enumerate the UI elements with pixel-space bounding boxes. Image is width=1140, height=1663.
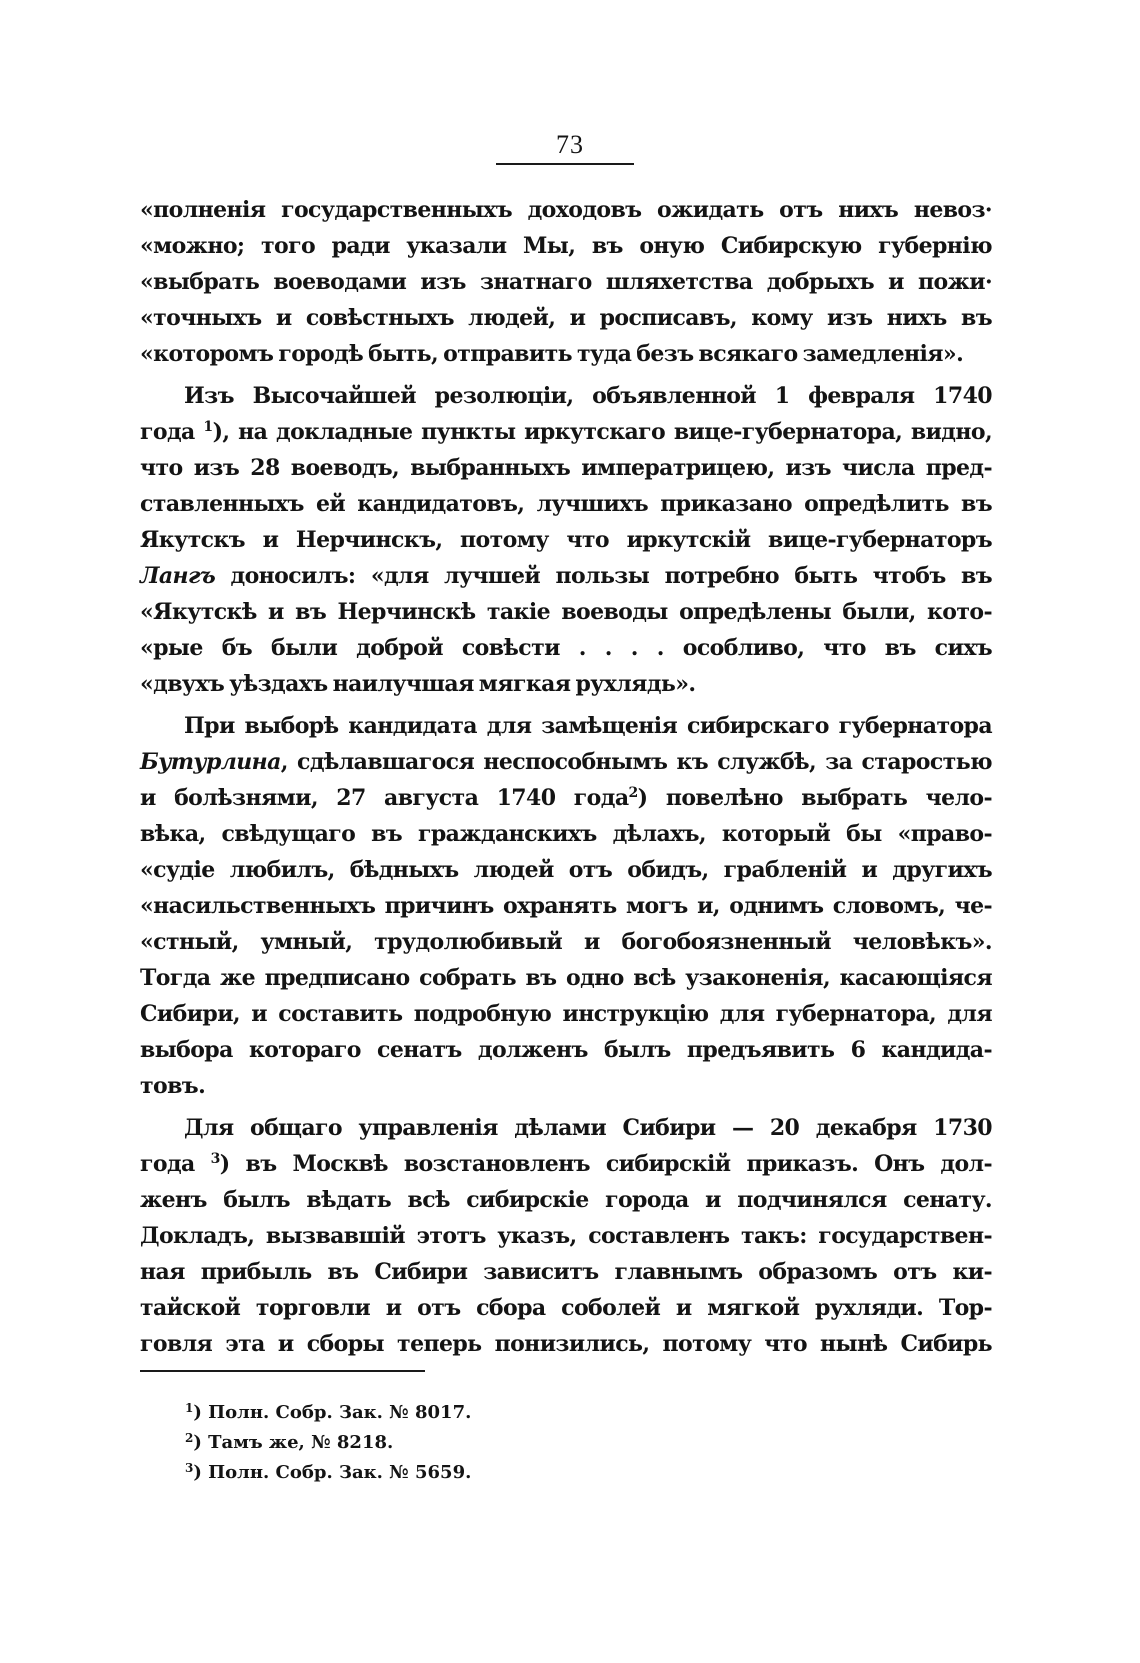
footnote-text: ) Полн. Собр. Зак. № 5659. (193, 1462, 472, 1483)
person-name: Лангъ (140, 563, 216, 589)
text-line: Докладъ, вызвавшій этотъ указъ, составленъ такъ: государствен- (140, 1223, 992, 1249)
footnote (185, 1428, 685, 1458)
text-line: «выбрать воеводами изъ знатнаго шляхетства добрыхъ и пожи· (140, 269, 992, 295)
text-line (140, 744, 992, 780)
footnote-mark: 2 (185, 1431, 194, 1445)
text-segment: , сдѣлавшагося неспособнымъ къ службѣ, за старостью (280, 749, 992, 775)
text-line: «точныхъ и совѣстныхъ людей, и росписавъ, кому изъ нихъ въ (140, 305, 992, 331)
text-line: выбора котораго сенатъ долженъ былъ предъявить 6 кандида- (140, 1037, 992, 1063)
footnotes (185, 1398, 685, 1488)
text-line: женъ былъ вѣдать всѣ сибирскіе города и подчинялся сенату. (140, 1187, 992, 1213)
text-line: товъ. (140, 1073, 206, 1099)
text-line (140, 780, 992, 816)
page-number: 73 (556, 130, 584, 159)
text-line: Изъ Высочайшей резолюціи, объявленной 1 февраля 1740 (184, 383, 992, 409)
header-rule (496, 163, 634, 165)
text-segment: ) повелѣно выбрать чело- (637, 785, 993, 811)
footnote-text: ) Тамъ же, № 8218. (193, 1432, 394, 1453)
footnote-ref: 3 (210, 1151, 220, 1167)
text-line: Для общаго управленія дѣлами Сибири — 20 декабря 1730 (184, 1115, 992, 1141)
footnote-mark: 1 (185, 1401, 194, 1415)
footnote-ref: 1 (203, 419, 213, 435)
text-line: «насильственныхъ причинъ охранять могъ и, однимъ словомъ, че- (140, 893, 992, 919)
text-line: ставленныхъ ей кандидатовъ, лучшихъ приказано опредѣлить въ (140, 491, 992, 517)
text-segment: года (140, 1151, 195, 1177)
person-name: Бутурлина (140, 749, 281, 775)
text-segment: ), на докладные пункты иркутскаго вице-губернатора, видно, (212, 419, 992, 445)
text-line (140, 1146, 992, 1182)
text-segment: доносилъ: «для лучшей пользы потребно быть чтобъ въ (215, 563, 992, 589)
footnote-text: ) Полн. Собр. Зак. № 8017. (193, 1402, 472, 1423)
text-line: «двухъ уѣздахъ наилучшая мягкая рухлядь». (140, 671, 696, 697)
footnote-mark: 3 (185, 1461, 194, 1475)
text-line: ная прибыль въ Сибири зависитъ главнымъ образомъ отъ ки- (140, 1259, 992, 1285)
text-line: «Якутскѣ и въ Нерчинскѣ такіе воеводы опредѣлены были, кото- (140, 599, 992, 625)
footnote (185, 1398, 685, 1428)
text-line: «которомъ городѣ быть, отправить туда безъ всякаго замедленія». (140, 341, 964, 367)
text-line: «полненія государственныхъ доходовъ ожидать отъ нихъ невоз· (140, 197, 992, 223)
text-line: говля эта и сборы теперь понизились, потому что нынѣ Сибирь (140, 1331, 992, 1357)
text-line: Якутскъ и Нерчинскъ, потому что иркутскій вице-губернаторъ (140, 527, 992, 553)
footnote-rule (140, 1370, 425, 1372)
text-line: что изъ 28 воеводъ, выбранныхъ императрицею, изъ числа пред- (140, 455, 992, 481)
text-line: «рые бъ были доброй совѣсти . . . . особливо, что въ сихъ (140, 635, 992, 661)
main-text (140, 192, 992, 1362)
text-segment: и болѣзнями, 27 августа 1740 года (140, 785, 629, 811)
text-line: «стный, умный, трудолюбивый и богобоязненный человѣкъ». (140, 929, 992, 955)
text-line (140, 558, 992, 594)
footnote (185, 1458, 685, 1488)
footnote-ref: 2 (628, 785, 638, 801)
text-line: Сибири, и составить подробную инструкцію для губернатора, для (140, 1001, 992, 1027)
text-segment: ) въ Москвѣ возстановленъ сибирскій приказъ. Онъ дол- (219, 1151, 992, 1177)
text-line (140, 414, 992, 450)
text-line: тайской торговли и отъ сбора соболей и мягкой рухляди. Тор- (140, 1295, 992, 1321)
text-line: «можно; того ради указали Мы, въ оную Сибирскую губернію (140, 233, 992, 259)
text-line: При выборѣ кандидата для замѣщенія сибирскаго губернатора (184, 713, 992, 739)
text-line: вѣка, свѣдущаго въ гражданскихъ дѣлахъ, который бы «право- (140, 821, 992, 847)
text-line: «судіе любилъ, бѣдныхъ людей отъ обидъ, грабленій и другихъ (140, 857, 992, 883)
text-line: Тогда же предписано собрать въ одно всѣ узаконенія, касающіяся (140, 965, 992, 991)
text-segment: года (140, 419, 195, 445)
